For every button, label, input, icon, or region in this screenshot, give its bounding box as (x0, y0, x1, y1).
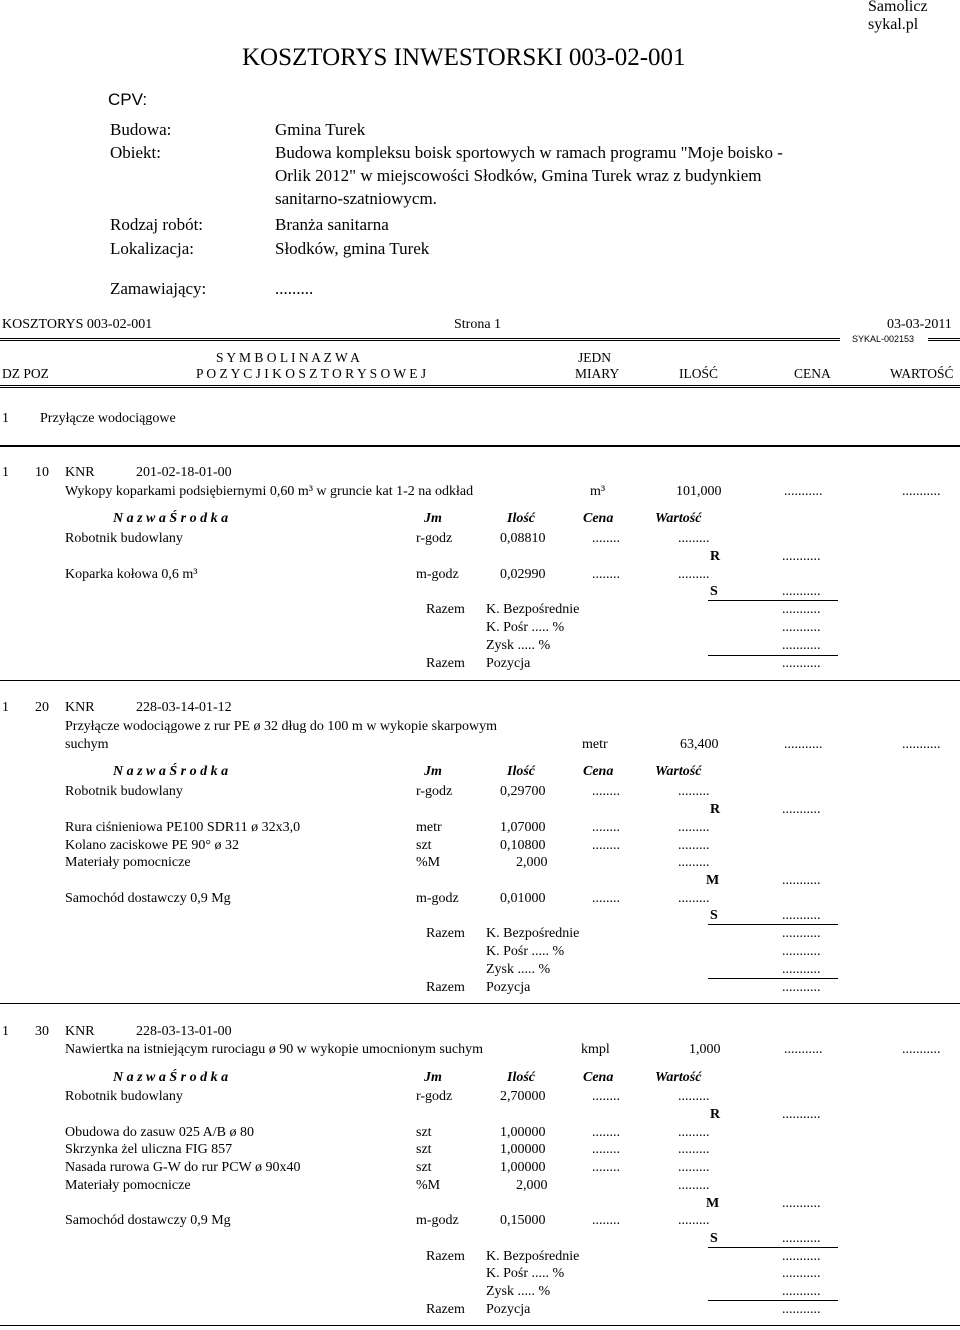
razem-label: Razem (426, 602, 465, 617)
position-total-value: ........... (782, 980, 821, 995)
res-header-jm: Jm (424, 511, 442, 526)
razem-label: Razem (426, 926, 465, 941)
resource-ilosc: 1,07000 (500, 820, 546, 835)
subtotal-s-label: S (710, 908, 718, 923)
brand-line1: Samolicz (868, 0, 928, 15)
brand-line2: sykal.pl (868, 16, 919, 33)
resource-jm: m-godz (416, 1213, 459, 1228)
res-header-name: N a z w a Ś r o d k a (113, 1070, 229, 1085)
resource-cena: ........ (592, 820, 620, 835)
resource-wartosc: ......... (678, 855, 710, 870)
resource-jm: r-godz (416, 784, 453, 799)
indirect-cost-label: K. Pośr ..... % (486, 944, 565, 959)
resource-ilosc: 1,00000 (500, 1125, 546, 1140)
resource-ilosc: 2,000 (516, 1178, 548, 1193)
resource-name: Skrzynka żel uliczna FIG 857 (65, 1142, 233, 1157)
item-poz: 10 (35, 465, 49, 480)
resource-jm: %M (416, 855, 441, 870)
direct-cost-label: K. Bezpośrednie (486, 602, 580, 617)
obiekt-line2: Orlik 2012" w miejscowości Słodków, Gmina Turek wraz z budynkiem (275, 166, 762, 185)
section-title: Przyłącze wodociągowe (40, 411, 176, 426)
item-dz: 1 (2, 700, 9, 715)
resource-jm: szt (416, 1125, 432, 1140)
item-description: Nawiertka na istniejącym rurociagu ø 90 w wykopie umocnionym suchym (65, 1042, 483, 1057)
direct-cost-label: K. Bezpośrednie (486, 1249, 580, 1264)
resource-jm: szt (416, 838, 432, 853)
resource-ilosc: 2,000 (516, 855, 548, 870)
resource-wartosc: ......... (678, 531, 710, 546)
col-miary: MIARY (575, 366, 620, 381)
subtotal-rule (708, 1247, 838, 1248)
resource-wartosc: ......... (678, 838, 710, 853)
resource-ilosc: 0,08810 (500, 531, 546, 546)
resource-wartosc: ......... (678, 820, 710, 835)
resource-jm: r-godz (416, 531, 453, 546)
resource-cena: ........ (592, 567, 620, 582)
resource-cena: ........ (592, 1125, 620, 1140)
resource-cena: ........ (592, 531, 620, 546)
col-dz-poz: DZ POZ (2, 366, 49, 381)
resource-wartosc: ......... (678, 1178, 710, 1193)
resource-name: Materiały pomocnicze (65, 1178, 191, 1193)
resource-jm: m-godz (416, 567, 459, 582)
resource-jm: szt (416, 1142, 432, 1157)
pagebar-date: 03-03-2011 (887, 317, 952, 332)
lokalizacja-value: Słodków, gmina Turek (275, 239, 430, 258)
total-rule (708, 978, 838, 979)
resource-ilosc: 2,70000 (500, 1089, 546, 1104)
subtotal-s-label: S (710, 1231, 718, 1246)
res-header-cena: Cena (583, 1070, 614, 1085)
item-description-line2: suchym (65, 737, 109, 752)
indirect-cost-value: ........... (782, 620, 821, 635)
section-rule (0, 445, 960, 447)
resource-cena: ........ (592, 784, 620, 799)
resource-wartosc: ......... (678, 1142, 710, 1157)
res-header-cena: Cena (583, 764, 614, 779)
item-catalog: KNR (65, 700, 95, 715)
resource-ilosc: 0,02990 (500, 567, 546, 582)
item-poz: 20 (35, 700, 49, 715)
resource-cena: ........ (592, 1160, 620, 1175)
total-rule (708, 1300, 838, 1301)
resource-ilosc: 0,15000 (500, 1213, 546, 1228)
profit-value: ........... (782, 962, 821, 977)
direct-cost-value: ........... (782, 1249, 821, 1264)
subtotal-m-label: M (706, 873, 720, 888)
res-header-jm: Jm (424, 764, 442, 779)
res-header-wartosc: Wartość (655, 511, 702, 526)
resource-jm: r-godz (416, 1089, 453, 1104)
pagebar-page: Strona 1 (454, 317, 502, 332)
razem-label: Razem (426, 980, 465, 995)
position-total-value: ........... (782, 656, 821, 671)
item-dz: 1 (2, 465, 9, 480)
rodzaj-label: Rodzaj robót: (110, 215, 204, 234)
col-jedn: JEDN (578, 350, 611, 365)
resource-name: Rura ciśnieniowa PE100 SDR11 ø 32x3,0 (65, 820, 301, 835)
resource-wartosc: ......... (678, 784, 710, 799)
res-header-cena: Cena (583, 511, 614, 526)
resource-wartosc: ......... (678, 1125, 710, 1140)
razem-label: Razem (426, 656, 465, 671)
item-poz: 30 (35, 1024, 49, 1039)
col-ilosc: ILOŚĆ (679, 366, 719, 381)
item-price: ........... (784, 1042, 823, 1057)
profit-label: Zysk ..... % (486, 1284, 551, 1299)
resource-wartosc: ......... (678, 1213, 710, 1228)
resource-wartosc: ......... (678, 1089, 710, 1104)
position-total-label: Pozycja (486, 1302, 531, 1317)
budowa-value: Gmina Turek (275, 120, 366, 139)
rodzaj-value: Branża sanitarna (275, 215, 389, 234)
item-quantity: 101,000 (676, 484, 722, 499)
indirect-cost-label: K. Pośr ..... % (486, 620, 565, 635)
resource-name: Obudowa do zasuw 025 A/B ø 80 (65, 1125, 254, 1140)
position-total-label: Pozycja (486, 656, 531, 671)
subtotal-s-value: ........... (782, 1231, 821, 1246)
direct-cost-value: ........... (782, 602, 821, 617)
resource-name: Kolano zaciskowe PE 90° ø 32 (65, 838, 239, 853)
resource-name: Samochód dostawczy 0,9 Mg (65, 1213, 231, 1228)
resource-ilosc: 1,00000 (500, 1160, 546, 1175)
resource-wartosc: ......... (678, 567, 710, 582)
subtotal-m-label: M (706, 1196, 720, 1211)
item-unit: kmpl (581, 1042, 610, 1057)
resource-name: Koparka kołowa 0,6 m³ (65, 567, 198, 582)
profit-value: ........... (782, 638, 821, 653)
resource-ilosc: 0,01000 (500, 891, 546, 906)
item-dz: 1 (2, 1024, 9, 1039)
resource-wartosc: ......... (678, 1160, 710, 1175)
resource-jm: m-godz (416, 891, 459, 906)
subtotal-s-value: ........... (782, 908, 821, 923)
subtotal-r-value: ........... (782, 1107, 821, 1122)
resource-name: Robotnik budowlany (65, 784, 183, 799)
resource-ilosc: 0,10800 (500, 838, 546, 853)
obiekt-line1: Budowa kompleksu boisk sportowych w ramach programu "Moje boisko - (275, 143, 783, 162)
col-pozycji: P O Z Y C J I K O S Z T O R Y S O W E J (196, 366, 427, 381)
lokalizacja-label: Lokalizacja: (110, 239, 195, 258)
col-cena: CENA (794, 366, 831, 381)
resource-name: Robotnik budowlany (65, 531, 183, 546)
zamawiajacy-label: Zamawiający: (110, 279, 207, 298)
resource-name: Samochód dostawczy 0,9 Mg (65, 891, 231, 906)
resource-cena: ........ (592, 838, 620, 853)
item-price: ........... (784, 484, 823, 499)
subtotal-s-label: S (710, 584, 718, 599)
item-value: ........... (902, 1042, 941, 1057)
col-wartosc: WARTOŚĆ (890, 366, 954, 381)
res-header-wartosc: Wartość (655, 1070, 702, 1085)
position-total-value: ........... (782, 1302, 821, 1317)
budowa-label: Budowa: (110, 120, 172, 139)
pagebar-left: KOSZTORYS 003-02-001 (2, 317, 153, 332)
indirect-cost-value: ........... (782, 944, 821, 959)
col-symbol: S Y M B O L I N A Z W A (216, 350, 360, 365)
item-quantity: 1,000 (689, 1042, 721, 1057)
cpv-label: CPV: (108, 90, 148, 109)
subtotal-s-value: ........... (782, 584, 821, 599)
profit-value: ........... (782, 1284, 821, 1299)
item-unit: m³ (590, 484, 606, 499)
res-header-name: N a z w a Ś r o d k a (113, 764, 229, 779)
res-header-jm: Jm (424, 1070, 442, 1085)
resource-cena: ........ (592, 1213, 620, 1228)
subtotal-rule (708, 600, 838, 601)
item-code: 228-03-14-01-12 (136, 700, 232, 715)
subtotal-m-value: ........... (782, 1196, 821, 1211)
section-number: 1 (2, 411, 9, 426)
res-header-name: N a z w a Ś r o d k a (113, 511, 229, 526)
res-header-ilosc: Ilość (507, 1070, 535, 1085)
resource-name: Nasada rurowa G-W do rur PCW ø 90x40 (65, 1160, 301, 1175)
subtotal-r-value: ........... (782, 802, 821, 817)
resource-name: Robotnik budowlany (65, 1089, 183, 1104)
direct-cost-value: ........... (782, 926, 821, 941)
columns-rule (0, 385, 960, 388)
item-separator (0, 1003, 960, 1004)
item-code: 201-02-18-01-00 (136, 465, 232, 480)
pagebar-rule-end (928, 338, 960, 341)
subtotal-r-label: R (710, 802, 721, 817)
zamawiajacy-value: ......... (275, 279, 314, 298)
resource-cena: ........ (592, 1142, 620, 1157)
item-unit: metr (582, 737, 608, 752)
subtotal-rule (708, 924, 838, 925)
razem-label: Razem (426, 1302, 465, 1317)
res-header-ilosc: Ilość (507, 511, 535, 526)
resource-cena: ........ (592, 891, 620, 906)
item-value: ........... (902, 484, 941, 499)
item-separator (0, 1325, 960, 1326)
subtotal-m-value: ........... (782, 873, 821, 888)
subtotal-r-label: R (710, 1107, 721, 1122)
position-total-label: Pozycja (486, 980, 531, 995)
razem-label: Razem (426, 1249, 465, 1264)
subtotal-r-label: R (710, 549, 721, 564)
direct-cost-label: K. Bezpośrednie (486, 926, 580, 941)
obiekt-label: Obiekt: (110, 143, 161, 162)
res-header-wartosc: Wartość (655, 764, 702, 779)
item-code: 228-03-13-01-00 (136, 1024, 232, 1039)
item-value: ........... (902, 737, 941, 752)
resource-jm: %M (416, 1178, 441, 1193)
indirect-cost-label: K. Pośr ..... % (486, 1266, 565, 1281)
item-catalog: KNR (65, 465, 95, 480)
resource-ilosc: 0,29700 (500, 784, 546, 799)
resource-name: Materiały pomocnicze (65, 855, 191, 870)
resource-cena: ........ (592, 1089, 620, 1104)
resource-jm: metr (416, 820, 442, 835)
pagebar-rule (0, 338, 840, 341)
item-separator (0, 680, 960, 681)
profit-label: Zysk ..... % (486, 638, 551, 653)
pagebar-code: SYKAL-002153 (852, 334, 915, 344)
indirect-cost-value: ........... (782, 1266, 821, 1281)
resource-ilosc: 1,00000 (500, 1142, 546, 1157)
item-catalog: KNR (65, 1024, 95, 1039)
subtotal-r-value: ........... (782, 549, 821, 564)
item-description-line1: Przyłącze wodociągowe z rur PE ø 32 dług do 100 m w wykopie skarpowym (65, 719, 497, 734)
profit-label: Zysk ..... % (486, 962, 551, 977)
item-description: Wykopy koparkami podsiębiernymi 0,60 m³ w gruncie kat 1-2 na odkład (65, 484, 474, 499)
item-quantity: 63,400 (680, 737, 719, 752)
obiekt-line3: sanitarno-szatniowycm. (275, 189, 437, 208)
resource-jm: szt (416, 1160, 432, 1175)
item-price: ........... (784, 737, 823, 752)
res-header-ilosc: Ilość (507, 764, 535, 779)
resource-wartosc: ......... (678, 891, 710, 906)
document-title: KOSZTORYS INWESTORSKI 003-02-001 (242, 44, 686, 71)
